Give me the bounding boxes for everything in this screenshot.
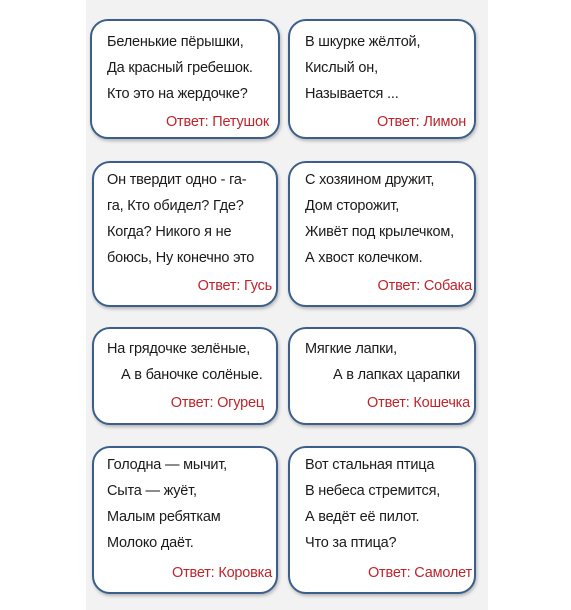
riddle-answer: Ответ: Коровка: [171, 565, 272, 581]
riddle-answer: Ответ: Кошечка: [367, 395, 470, 411]
riddle-card-goose: [92, 161, 278, 307]
riddle-card-rooster: [90, 19, 280, 139]
riddle-line: А хвост колечком.: [305, 250, 423, 266]
riddle-card-lemon: [288, 19, 476, 139]
riddle-card-cow: [92, 446, 278, 594]
riddle-line: Когда? Никого я не: [107, 224, 232, 240]
riddle-line: Он твердит одно - га-: [107, 172, 247, 188]
riddle-line: С хозяином дружит,: [305, 172, 435, 188]
riddle-line: А ведёт её пилот.: [305, 509, 420, 525]
riddle-line: Что за птица?: [305, 535, 397, 551]
riddle-line: Беленькие пёрышки,: [107, 34, 244, 50]
riddle-answer: Ответ: Петушок: [165, 114, 269, 130]
riddle-line: боюсь, Ну конечно это: [107, 250, 255, 266]
riddle-line: Кислый он,: [305, 60, 378, 76]
riddle-line: На грядочке зелёные,: [107, 341, 251, 357]
riddle-card-dog: [288, 161, 476, 307]
riddle-card-cucumber: [92, 327, 278, 425]
riddle-line: Мягкие лапки,: [305, 341, 398, 357]
riddle-answer: Ответ: Огурец: [170, 395, 264, 411]
riddle-answer: Ответ: Лимон: [377, 114, 466, 130]
riddle-line: В небеса стремится,: [305, 483, 441, 499]
riddle-line: Дом сторожит,: [305, 198, 400, 214]
riddle-line: А в лапках царапки: [333, 367, 461, 383]
riddle-card-airplane: [288, 446, 476, 594]
riddle-line: В шкурке жёлтой,: [305, 34, 421, 50]
riddle-line: Кто это на жердочке?: [107, 86, 248, 102]
riddles-panel: [86, 0, 488, 610]
riddle-line: Голодна — мычит,: [107, 457, 227, 473]
riddle-line: Вот стальная птица: [305, 457, 435, 473]
riddle-card-cat: [288, 327, 476, 425]
riddle-line: Да красный гребешок.: [107, 60, 253, 76]
riddle-line: Сыта — жуёт,: [107, 483, 197, 499]
riddle-answer: Ответ: Гусь: [197, 278, 272, 294]
riddle-answer: Ответ: Собака: [377, 278, 472, 294]
riddle-line: Называется ...: [305, 86, 399, 102]
riddle-line: га, Кто обидел? Где?: [107, 198, 244, 214]
riddle-line: Молоко даёт.: [107, 535, 194, 551]
riddle-answer: Ответ: Самолет: [367, 565, 472, 581]
riddle-line: Малым ребяткам: [107, 509, 221, 525]
riddle-line: Живёт под крылечком,: [305, 224, 455, 240]
riddle-line: А в баночке солёные.: [121, 367, 263, 383]
